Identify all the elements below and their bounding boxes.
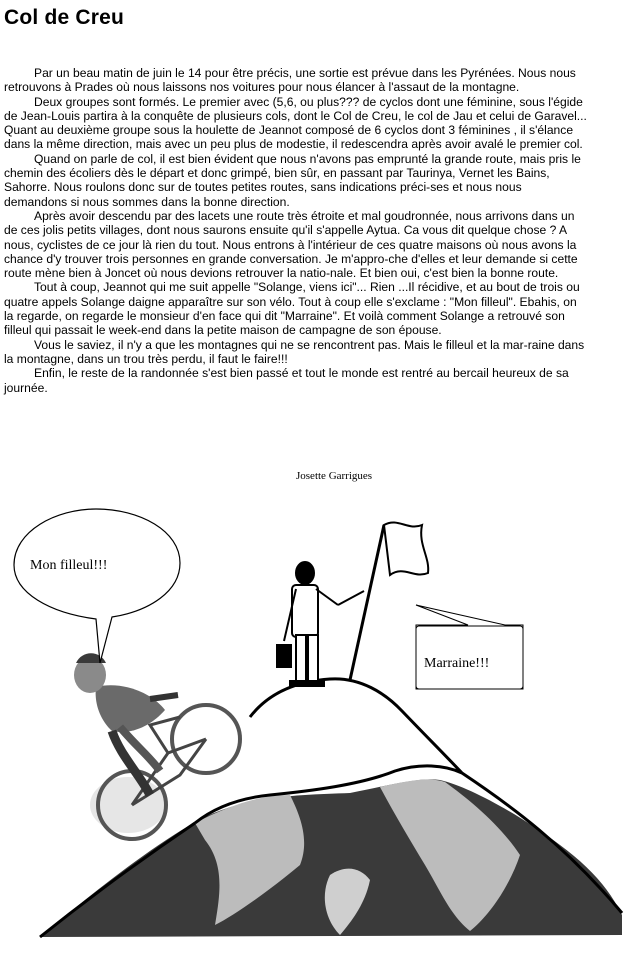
article-body	[4, 66, 588, 395]
page-title: Col de Creu	[4, 6, 125, 29]
flag-pole	[350, 525, 384, 680]
hiker-figure	[277, 562, 364, 686]
speech-bubble-left	[14, 509, 180, 663]
paragraph: Enfin, le reste de la randonnée s'est bien passé et tout le monde est rentré au bercail heureux de sa journée.	[4, 366, 569, 395]
bubble-right-text: Marraine!!!	[424, 656, 490, 671]
flag	[384, 522, 428, 575]
illustration	[0, 495, 626, 953]
paragraph: Vous le saviez, il n'y a que les montagnes qui ne se rencontrent pas. Mais le filleul et la mar-raine dans la montagne, dans un trou très perdu, il faut le faire!!!	[4, 337, 585, 366]
author-signature: Josette Garrigues	[296, 470, 373, 482]
paragraph: Deux groupes sont formés. Le premier avec (5,6, ou plus??? de cyclos dont une féminine, sous l'égide de Jean-Louis partira à la conquête de plusieurs cols, dont le Col de Creu, le col de Jau et celui de Garavel... Quant au deuxième groupe sous la houlette de Jeannot composé de 6 cyclos dont 3 féminines , il s'élance dans la même direction, mais avec un peu plus de modestie, il redescendra après avoir avalé le premier col.	[4, 94, 587, 152]
paragraph: Par un beau matin de juin le 14 pour être précis, une sortie est prévue dans les Pyrénées. Nous nous retrouvons à Prades où nous laissons nos voitures pour nous élancer à l'assaut de la montagne.	[4, 66, 576, 95]
paragraph: Tout à coup, Jeannot qui me suit appelle "Solange, viens ici"... Rien ...Il récidive, et au bout de trois ou quatre appels Solange daigne apparaître sur son vélo. Tout à coup elle s'exclame : "Mon filleul". Ebahis, on la regarde, on regarde le monsieur d'en face qui dit "Marraine". Et voilà comment Solange a retrouvé son filleul qui passait le week-end dans la petite maison de campagne de son épouse.	[4, 280, 580, 338]
paragraph: Quand on parle de col, il est bien évident que nous n'avons pas emprunté la grande route, mais pris le chemin des écoliers dès le départ et donc grimpé, bien sûr, en passant par Taurinya, Vernet les Bains, Sahorre. Nous roulons donc sur de toutes petites routes, sans indications préci-ses et nous nous demandons si nous sommes dans la bonne direction.	[4, 151, 581, 209]
bubble-left-text: Mon filleul!!!	[30, 558, 108, 573]
paragraph: Après avoir descendu par des lacets une route très étroite et mal goudronnée, nous arrivons dans un de ces jolis petits villages, dont nous saurons ensuite qu'il s'appelle Aytua. Ca vous dit quelque chose ? A nous, cyclistes de ce jour là rien du tout. Nous entrons à l'intérieur de ces quatre maisons où nous avons la chance d'y trouver trois personnes en grande conversation. Je m'appro-che d'elles et leur demande si cette route mène bien à Joncet où nous devions retrouver la natio-nale. Et bien oui, c'est bien la bonne route.	[4, 208, 578, 281]
